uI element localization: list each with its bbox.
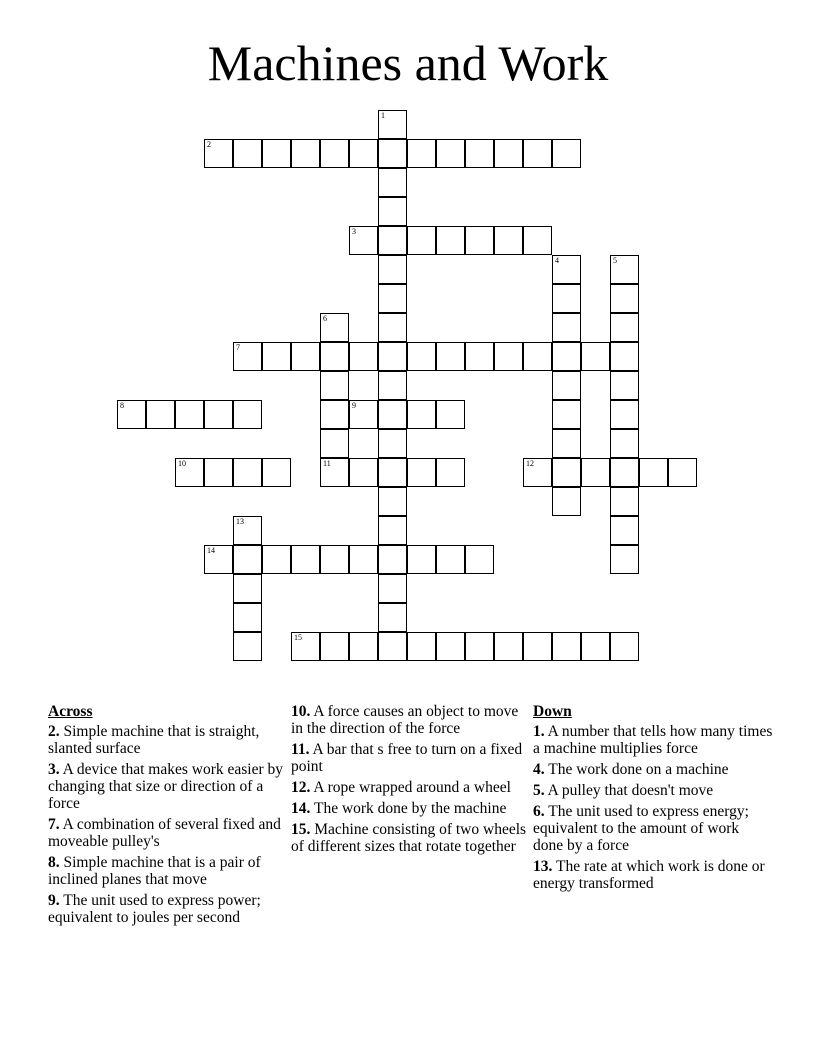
grid-cell[interactable]: [668, 458, 697, 487]
grid-cell[interactable]: [262, 139, 291, 168]
grid-cell[interactable]: [349, 632, 378, 661]
clue-number: 12: [526, 459, 534, 468]
clue-number: 6: [323, 314, 327, 323]
grid-cell[interactable]: [233, 458, 262, 487]
grid-cell[interactable]: [204, 400, 233, 429]
grid-cell[interactable]: [610, 371, 639, 400]
clue-number: 2: [207, 140, 211, 149]
grid-cell[interactable]: [465, 545, 494, 574]
grid-cell[interactable]: [436, 632, 465, 661]
clue-number: 15: [294, 633, 302, 642]
puzzle-title: Machines and Work: [207, 35, 609, 91]
grid-cell[interactable]: [610, 545, 639, 574]
grid-cell[interactable]: [320, 458, 349, 487]
grid-cell[interactable]: [262, 342, 291, 371]
clue-number-label: 4.: [533, 761, 545, 778]
clue-number-label: 11.: [291, 741, 310, 758]
grid-cell[interactable]: [610, 313, 639, 342]
clue-number-label: 3.: [48, 761, 60, 778]
grid-cell[interactable]: [378, 487, 407, 516]
grid-cell[interactable]: [436, 400, 465, 429]
grid-cell[interactable]: [378, 516, 407, 545]
grid-cell[interactable]: [262, 545, 291, 574]
grid-cell[interactable]: [552, 487, 581, 516]
grid-cell[interactable]: [378, 139, 407, 168]
grid-cell[interactable]: [378, 371, 407, 400]
grid-cell[interactable]: [610, 400, 639, 429]
grid-cell[interactable]: [204, 139, 233, 168]
clue-text: A device that makes work easier by changing that size or direction of a force: [48, 761, 284, 812]
grid-cell[interactable]: [378, 313, 407, 342]
grid-cell[interactable]: [233, 632, 262, 661]
grid-cell[interactable]: [465, 226, 494, 255]
down-clue: [533, 803, 773, 854]
clue-number-label: 14.: [291, 800, 311, 817]
grid-cell[interactable]: [291, 632, 320, 661]
clue-text: Simple machine that is straight, slanted surface: [48, 723, 260, 757]
grid-cell[interactable]: [465, 342, 494, 371]
clue-number: 3: [352, 227, 356, 236]
grid-cell[interactable]: [407, 400, 436, 429]
grid-cell[interactable]: [378, 429, 407, 458]
grid-cell[interactable]: [378, 400, 407, 429]
grid-cell[interactable]: [146, 400, 175, 429]
down-heading: Down: [533, 703, 572, 720]
grid-cell[interactable]: [407, 632, 436, 661]
across-clue: [48, 723, 284, 757]
grid-cell[interactable]: [378, 226, 407, 255]
grid-cell[interactable]: [204, 458, 233, 487]
down-clue: [533, 858, 773, 892]
grid-cell[interactable]: [465, 139, 494, 168]
grid-cell[interactable]: [552, 458, 581, 487]
grid-cell[interactable]: [581, 342, 610, 371]
grid-cell[interactable]: [610, 516, 639, 545]
grid-cell[interactable]: [465, 632, 494, 661]
clue-text: Machine consisting of two wheels of different sizes that rotate together: [291, 821, 527, 855]
grid-cell[interactable]: [233, 574, 262, 603]
across-clue: [48, 892, 284, 926]
clue-number: 11: [323, 459, 331, 468]
grid-cell[interactable]: [494, 139, 523, 168]
grid-cell[interactable]: [523, 139, 552, 168]
clue-text: A bar that s free to turn on a fixed point: [291, 741, 523, 775]
grid-cell[interactable]: [262, 458, 291, 487]
clue-text: Simple machine that is a pair of inclined planes that move: [48, 854, 261, 888]
across-clue: [48, 816, 284, 850]
grid-cell[interactable]: [378, 284, 407, 313]
grid-cell[interactable]: [552, 429, 581, 458]
down-clue: [533, 782, 773, 799]
grid-cell[interactable]: [436, 545, 465, 574]
clue-number: 1: [381, 111, 385, 120]
grid-cell[interactable]: [494, 632, 523, 661]
clue-text: The work done by the machine: [310, 800, 507, 817]
clue-number-label: 2.: [48, 723, 60, 740]
clue-number-label: 8.: [48, 854, 60, 871]
grid-cell[interactable]: [610, 487, 639, 516]
grid-cell[interactable]: [378, 603, 407, 632]
grid-cell[interactable]: [552, 255, 581, 284]
clue-text: A combination of several fixed and moveable pulley's: [48, 816, 281, 850]
clue-text: A force causes an object to move in the direction of the force: [291, 703, 519, 737]
grid-cell[interactable]: [523, 632, 552, 661]
across-clue: [48, 854, 284, 888]
grid-cell[interactable]: [349, 342, 378, 371]
grid-cell[interactable]: [552, 139, 581, 168]
grid-cell[interactable]: [378, 574, 407, 603]
grid-cell[interactable]: [320, 371, 349, 400]
grid-cell[interactable]: [639, 458, 668, 487]
grid-cell[interactable]: [291, 545, 320, 574]
grid-cell[interactable]: [320, 429, 349, 458]
grid-cell[interactable]: [581, 632, 610, 661]
clue-number-label: 1.: [533, 723, 545, 740]
grid-cell[interactable]: [436, 342, 465, 371]
across-clues-column-2: [291, 703, 527, 859]
clue-text: The unit used to express power; equivalent to joules per second: [48, 892, 261, 926]
clue-number: 13: [236, 517, 244, 526]
grid-cell[interactable]: [233, 545, 262, 574]
clue-text: A rope wrapped around a wheel: [310, 779, 511, 796]
grid-cell[interactable]: [407, 342, 436, 371]
grid-cell[interactable]: [349, 458, 378, 487]
clue-number: 5: [613, 256, 617, 265]
grid-cell[interactable]: [233, 603, 262, 632]
grid-cell[interactable]: [349, 400, 378, 429]
grid-cell[interactable]: [349, 545, 378, 574]
across-clue: [291, 779, 527, 796]
grid-cell[interactable]: [378, 255, 407, 284]
grid-cell[interactable]: [436, 226, 465, 255]
grid-cell[interactable]: [233, 139, 262, 168]
grid-cell[interactable]: [320, 342, 349, 371]
grid-cell[interactable]: [610, 255, 639, 284]
clue-number-label: 6.: [533, 803, 545, 820]
grid-cell[interactable]: [175, 400, 204, 429]
grid-cell[interactable]: [378, 110, 407, 139]
grid-cell[interactable]: [581, 458, 610, 487]
across-clue: [48, 761, 284, 812]
grid-cell[interactable]: [175, 458, 204, 487]
clue-number: 4: [555, 256, 559, 265]
clue-number-label: 7.: [48, 816, 60, 833]
grid-cell[interactable]: [117, 400, 146, 429]
grid-cell[interactable]: [610, 458, 639, 487]
grid-cell[interactable]: [407, 458, 436, 487]
clue-number-label: 13.: [533, 858, 553, 875]
grid-cell[interactable]: [407, 545, 436, 574]
clue-number: 10: [178, 459, 186, 468]
grid-cell[interactable]: [523, 342, 552, 371]
grid-cell[interactable]: [552, 400, 581, 429]
grid-cell[interactable]: [320, 313, 349, 342]
clue-text: A number that tells how many times a machine multiplies force: [533, 723, 773, 757]
grid-cell[interactable]: [233, 342, 262, 371]
clue-number-label: 10.: [291, 703, 311, 720]
grid-cell[interactable]: [233, 400, 262, 429]
across-heading: Across: [48, 703, 93, 720]
grid-cell[interactable]: [436, 458, 465, 487]
grid-cell[interactable]: [552, 342, 581, 371]
grid-cell[interactable]: [494, 342, 523, 371]
across-clue: [291, 741, 527, 775]
clue-number-label: 5.: [533, 782, 545, 799]
grid-cell[interactable]: [610, 429, 639, 458]
clue-number: 14: [207, 546, 215, 555]
clue-text: The rate at which work is done or energy transformed: [533, 858, 765, 892]
grid-cell[interactable]: [436, 139, 465, 168]
clue-number: 8: [120, 401, 124, 410]
clue-text: A pulley that doesn't move: [544, 782, 714, 799]
across-clue: [291, 703, 527, 737]
grid-cell[interactable]: [378, 197, 407, 226]
clue-number-label: 15.: [291, 821, 311, 838]
clue-text: The unit used to express energy; equivalent to the amount of work done by a force: [533, 803, 749, 854]
grid-cell[interactable]: [552, 632, 581, 661]
clue-number-label: 9.: [48, 892, 60, 909]
grid-cell[interactable]: [291, 342, 320, 371]
across-clues-column-1: [48, 703, 284, 930]
grid-cell[interactable]: [378, 168, 407, 197]
down-clue: [533, 723, 773, 757]
grid-cell[interactable]: [378, 458, 407, 487]
grid-cell[interactable]: [320, 545, 349, 574]
grid-cell[interactable]: [320, 139, 349, 168]
grid-cell[interactable]: [291, 139, 320, 168]
grid-cell[interactable]: [552, 313, 581, 342]
grid-cell[interactable]: [378, 632, 407, 661]
grid-cell[interactable]: [349, 226, 378, 255]
grid-cell[interactable]: [610, 284, 639, 313]
grid-cell[interactable]: [552, 371, 581, 400]
grid-cell[interactable]: [610, 632, 639, 661]
grid-cell[interactable]: [349, 139, 378, 168]
grid-cell[interactable]: [407, 139, 436, 168]
down-clues-column: [533, 703, 773, 896]
grid-cell[interactable]: [320, 400, 349, 429]
grid-cell[interactable]: [378, 342, 407, 371]
grid-cell[interactable]: [523, 458, 552, 487]
clue-text: The work done on a machine: [544, 761, 729, 778]
clue-number: 9: [352, 401, 356, 410]
grid-cell[interactable]: [378, 545, 407, 574]
across-clue: [291, 821, 527, 855]
grid-cell[interactable]: [233, 516, 262, 545]
grid-cell[interactable]: [523, 226, 552, 255]
clue-number-label: 12.: [291, 779, 311, 796]
grid-cell[interactable]: [320, 632, 349, 661]
down-clue: [533, 761, 773, 778]
grid-cell[interactable]: [552, 284, 581, 313]
clue-number: 7: [236, 343, 240, 352]
grid-cell[interactable]: [494, 226, 523, 255]
grid-cell[interactable]: [204, 545, 233, 574]
grid-cell[interactable]: [610, 342, 639, 371]
across-clue: [291, 800, 527, 817]
grid-cell[interactable]: [407, 226, 436, 255]
